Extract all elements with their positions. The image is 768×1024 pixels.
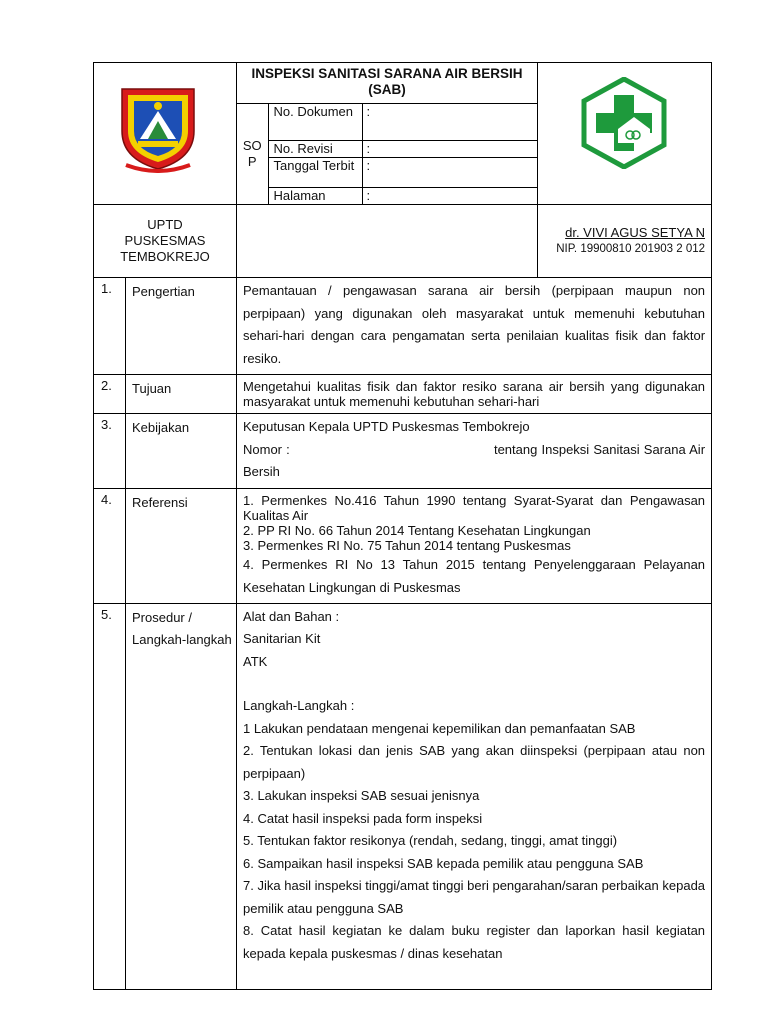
org-line-2: PUSKESMAS xyxy=(124,233,206,248)
section-text: Mengetahui kualitas fisik dan faktor resiko sarana air bersih yang digunakan masyarakat untuk memenuhi kebutuhan sehari-hari xyxy=(243,379,706,409)
section-text: 4. Catat hasil inspeksi pada form inspeksi xyxy=(243,810,483,826)
sop-table xyxy=(93,62,712,990)
section-row xyxy=(94,375,712,414)
section-text: 2. PP RI No. 66 Tahun 2014 Tentang Kesehatan Lingkungan xyxy=(243,522,591,538)
section-text: 7. Jika hasil inspeksi tinggi/amat tinggi beri pengarahan/saran perbaikan kepada pemilik atau pengguna SAB xyxy=(243,878,706,916)
section-text: 2. Tentukan lokasi dan jenis SAB yang akan diinspeksi (perpipaan atau non perpipaan) xyxy=(243,743,706,781)
meta-sep: : xyxy=(362,188,537,205)
section-text: 6. Sampaikan hasil inspeksi SAB kepada pemilik atau pengguna SAB xyxy=(243,855,644,871)
section-body xyxy=(237,375,712,414)
section-text: 1. Permenkes No.416 Tahun 1990 tentang Syarat-Syarat dan Pengawasan Kualitas Air xyxy=(243,492,706,523)
org-line-1: UPTD xyxy=(147,217,183,232)
document-title: INSPEKSI SANITASI SARANA AIR BERSIH (SAB) xyxy=(251,66,523,97)
section-row xyxy=(94,414,712,489)
section-text: 5. Tentukan faktor resikonya (rendah, sedang, tinggi, amat tinggi) xyxy=(243,833,618,848)
meta-key-no-revisi: No. Revisi xyxy=(268,141,362,158)
section-text: 1 Lakukan pendataan mengenai kepemilikan dan pemanfaatan SAB xyxy=(243,720,636,736)
section-row xyxy=(94,488,712,603)
meta-sep: : xyxy=(362,141,537,158)
section-label: Referensi xyxy=(126,488,237,603)
puskesmas-logo-icon xyxy=(578,77,670,169)
org-line-3: TEMBOKREJO xyxy=(120,249,210,264)
sop-document xyxy=(93,62,711,990)
spacer xyxy=(243,673,705,695)
section-label: Tujuan xyxy=(126,375,237,414)
blank-cell xyxy=(237,205,538,278)
signer-name: dr. VIVI AGUS SETYA N xyxy=(565,225,706,240)
meta-sep: : xyxy=(362,104,537,141)
section-label: Prosedur / Langkah-langkah xyxy=(126,603,237,989)
section-number: 1. xyxy=(94,278,126,375)
right-logo-cell xyxy=(538,63,712,205)
organization-cell xyxy=(94,205,237,278)
section-row xyxy=(94,603,712,989)
section-text: Pemantauan / pengawasan sarana air bersih (perpipaan maupun non perpipaan) yang digunakan oleh masyarakat untuk memenuhi kebutuhan sehari-hari dengan cara pengamatan serta penilaian kualitas fisik dan faktor resiko. xyxy=(243,283,706,366)
left-logo-cell xyxy=(94,63,237,205)
section-text: ATK xyxy=(243,653,268,669)
section-number: 5. xyxy=(94,603,126,989)
section-text: 3. Permenkes RI No. 75 Tahun 2014 tentang Puskesmas xyxy=(243,537,571,553)
section-number: 4. xyxy=(94,488,126,603)
section-text: 3. Lakukan inspeksi SAB sesuai jenisnya xyxy=(243,788,480,803)
section-text: Nomor : tentang Inspeksi Sanitasi Sarana Air Bersih xyxy=(243,441,709,479)
regional-emblem-icon xyxy=(112,81,204,173)
section-text: 8. Catat hasil kegiatan ke dalam buku register dan laporkan hasil kegiatan kepada kepala puskesmas / dinas kesehatan xyxy=(243,923,706,961)
meta-key-tanggal-terbit: Tanggal Terbit xyxy=(268,158,362,188)
signer-nip: NIP. 19900810 201903 2 012 xyxy=(556,243,706,255)
sop-label: SOP xyxy=(237,104,268,205)
meta-key-no-dokumen: No. Dokumen xyxy=(268,104,362,141)
section-body xyxy=(237,278,712,375)
section-text: Keputusan Kepala UPTD Puskesmas Tembokrejo xyxy=(243,419,530,434)
section-label: Pengertian xyxy=(126,278,237,375)
section-number: 2. xyxy=(94,375,126,414)
section-text: Langkah-Langkah : xyxy=(243,698,355,713)
section-label: Kebijakan xyxy=(126,414,237,489)
header-center xyxy=(237,63,538,205)
signature-cell xyxy=(538,205,712,278)
section-body xyxy=(237,414,712,489)
section-body xyxy=(237,488,712,603)
section-row xyxy=(94,278,712,375)
section-number: 3. xyxy=(94,414,126,489)
meta-sep: : xyxy=(362,158,537,188)
section-text: Sanitarian Kit xyxy=(243,631,321,646)
section-text: Alat dan Bahan : xyxy=(243,608,340,624)
section-body xyxy=(237,603,712,989)
section-text: 4. Permenkes RI No 13 Tahun 2015 tentang Penyelenggaraan Pelayanan Kesehatan Lingkungan di Puskesmas xyxy=(243,556,706,595)
meta-key-halaman: Halaman xyxy=(268,188,362,205)
